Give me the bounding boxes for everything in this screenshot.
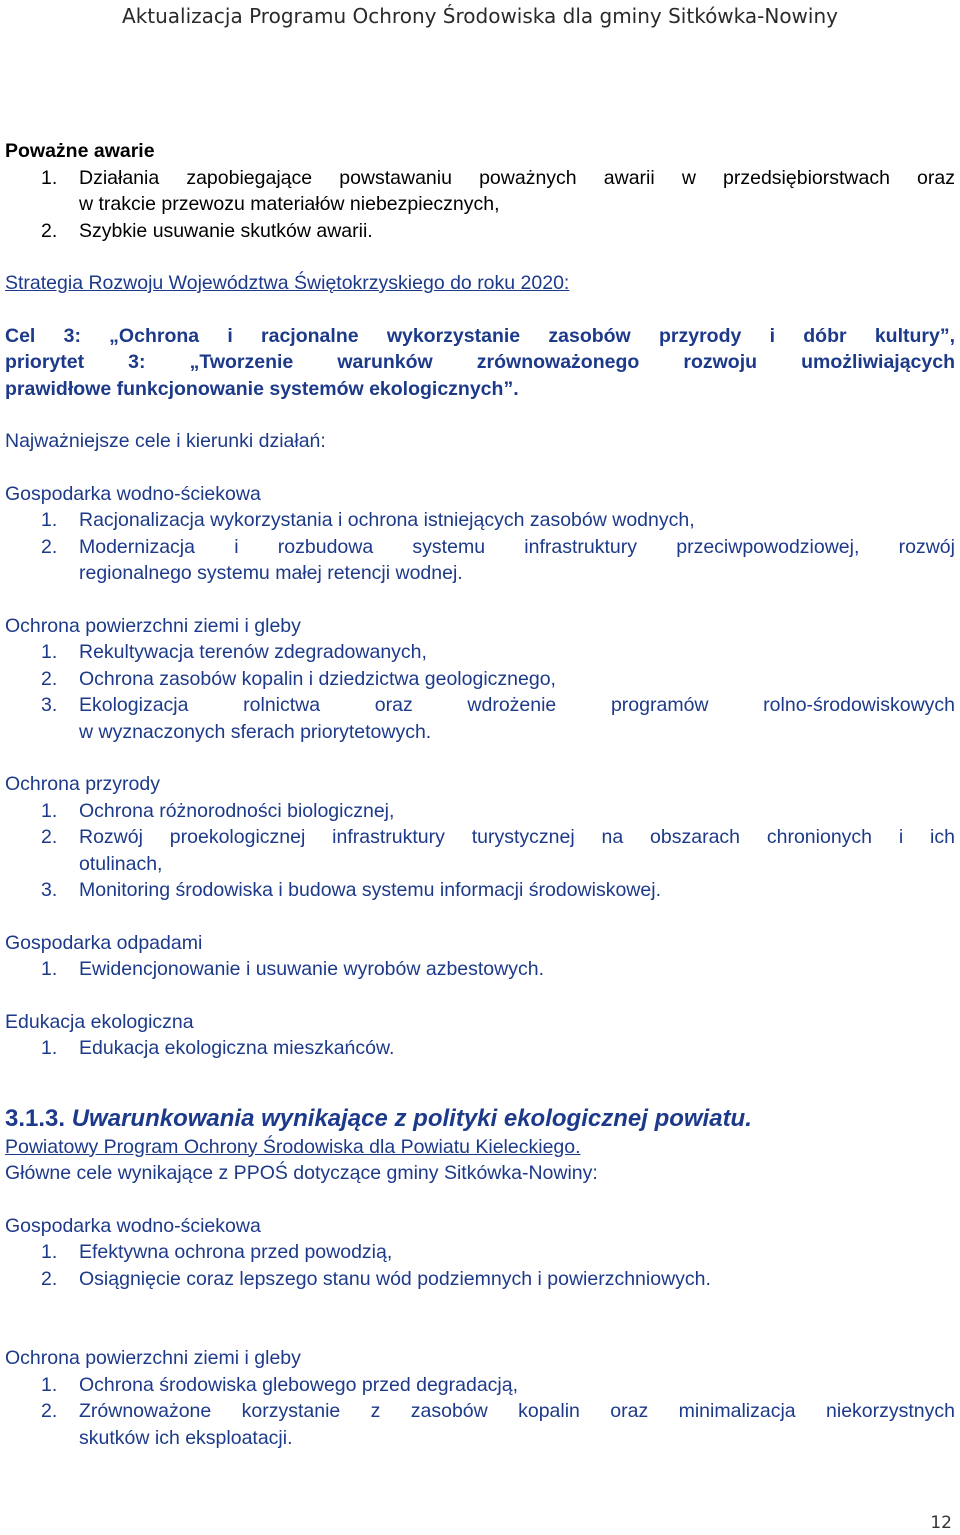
item-number: 3. <box>41 879 58 901</box>
section-title: Uwarunkowania wynikające z polityki ekologicznej powiatu. <box>71 1104 752 1132</box>
list-item <box>5 956 955 983</box>
page-number: 12 <box>930 1513 952 1533</box>
item-number: 2. <box>41 535 58 558</box>
item-text-cont: regionalnego systemu małej retencji wodnej. <box>79 562 463 584</box>
list-ppos-opzg <box>5 1372 955 1452</box>
list-item <box>5 534 955 587</box>
list-item <box>5 824 955 877</box>
section-number: 3.1.3. <box>5 1104 66 1132</box>
list-ppos-gws <box>5 1239 955 1292</box>
cel-line-3: prawidłowe funkcjonowanie systemów ekologicznych”. <box>5 377 519 400</box>
list-item <box>5 798 955 825</box>
list-item <box>5 1398 955 1451</box>
najwazniejsze-cele: Najważniejsze cele i kierunki działań: <box>5 430 326 452</box>
item-number: 1. <box>41 166 58 189</box>
item-number: 1. <box>41 799 58 822</box>
item-number: 2. <box>41 219 58 242</box>
item-number: 1. <box>41 509 58 531</box>
item-number: 1. <box>41 1037 58 1059</box>
page-header: Aktualizacja Programu Ochrony Środowiska dla gminy Sitkówka-Nowiny <box>122 4 838 28</box>
group-heading-gospodarka-wodno-sciekowa: Gospodarka wodno-ściekowa <box>5 482 261 505</box>
item-text: Rozwój proekologicznej infrastruktury turystycznej na obszarach chronionych i ich <box>79 826 955 848</box>
strategia-heading: Strategia Rozwoju Województwa Świętokrzyskiego do roku 2020: <box>5 272 570 294</box>
powiatowy-program-title: Powiatowy Program Ochrony Środowiska dla Powiatu Kieleckiego. <box>5 1135 581 1158</box>
item-number: 1. <box>41 1241 58 1263</box>
ppos-heading-gospodarka-wodno-sciekowa: Gospodarka wodno-ściekowa <box>5 1214 261 1237</box>
item-text: Ochrona zasobów kopalin i dziedzictwa geologicznego, <box>79 667 556 690</box>
document-body <box>5 138 955 1451</box>
item-text: Ochrona różnorodności biologicznej, <box>79 799 395 822</box>
item-number: 2. <box>41 826 58 848</box>
list-item <box>5 1239 955 1266</box>
cel-line-1: Cel 3: „Ochrona i racjonalne wykorzystanie zasobów przyrody i dóbr kultury”, <box>5 324 955 347</box>
item-text-cont: w wyznaczonych sferach priorytetowych. <box>79 720 432 743</box>
group-heading-edukacja-ekologiczna: Edukacja ekologiczna <box>5 1010 194 1033</box>
cel-line-2: priorytet 3: „Tworzenie warunków zrównoważonego rozwoju umożliwiających <box>5 351 955 373</box>
item-text: Monitoring środowiska i budowa systemu informacji środowiskowej. <box>79 879 661 901</box>
list-group-0 <box>5 507 955 587</box>
list-item <box>5 1266 955 1293</box>
ppos-heading-ochrona-powierzchni: Ochrona powierzchni ziemi i gleby <box>5 1347 301 1369</box>
list-item <box>5 639 955 666</box>
item-number: 1. <box>41 958 58 980</box>
item-text: Ekologizacja rolnictwa oraz wdrożenie programów rolno-środowiskowych <box>79 694 955 716</box>
item-text-cont: otulinach, <box>79 852 163 875</box>
item-text: Ewidencjonowanie i usuwanie wyrobów azbestowych. <box>79 958 545 980</box>
list-item <box>5 1372 955 1399</box>
item-text: Działania zapobiegające powstawaniu poważnych awarii w przedsiębiorstwach oraz <box>79 166 955 189</box>
item-text-cont: w trakcie przewozu materiałów niebezpiecznych, <box>79 193 500 215</box>
list-group-2 <box>5 798 955 904</box>
item-number: 2. <box>41 1400 58 1422</box>
list-item <box>5 877 955 904</box>
item-number: 1. <box>41 1373 58 1396</box>
item-text: Racjonalizacja wykorzystania i ochrona istniejących zasobów wodnych, <box>79 509 695 531</box>
list-item <box>5 1035 955 1062</box>
item-text: Szybkie usuwanie skutków awarii. <box>79 219 373 242</box>
item-number: 2. <box>41 667 58 690</box>
item-text: Edukacja ekologiczna mieszkańców. <box>79 1037 395 1059</box>
item-text: Ochrona środowiska glebowego przed degradacją, <box>79 1373 519 1396</box>
heading-powazne-awarie: Poważne awarie <box>5 140 155 162</box>
list-group-3 <box>5 956 955 983</box>
item-text: Modernizacja i rozbudowa systemu infrastruktury przeciwpowodziowej, rozwój <box>79 535 955 558</box>
item-text: Osiągnięcie coraz lepszego stanu wód podziemnych i powierzchniowych. <box>79 1267 711 1290</box>
list-item <box>5 666 955 693</box>
item-number: 3. <box>41 694 58 716</box>
item-text: Efektywna ochrona przed powodzią, <box>79 1241 393 1263</box>
group-heading-ochrona-przyrody: Ochrona przyrody <box>5 773 160 795</box>
group-heading-gospodarka-odpadami: Gospodarka odpadami <box>5 931 203 954</box>
list-item <box>5 507 955 534</box>
list-item <box>5 165 955 218</box>
list-group-1 <box>5 639 955 745</box>
item-number: 1. <box>41 641 58 663</box>
list-item <box>5 692 955 745</box>
list-awarie <box>5 165 955 245</box>
section-heading-3-1-3 <box>5 1104 955 1134</box>
item-text-cont: skutków ich eksploatacji. <box>79 1426 293 1449</box>
list-item <box>5 218 955 245</box>
group-heading-ochrona-powierzchni: Ochrona powierzchni ziemi i gleby <box>5 614 301 637</box>
item-text: Zrównoważone korzystanie z zasobów kopalin oraz minimalizacja niekorzystnych <box>79 1400 955 1422</box>
item-number: 2. <box>41 1267 58 1290</box>
item-text: Rekultywacja terenów zdegradowanych, <box>79 641 427 663</box>
ppos-intro: Główne cele wynikające z PPOŚ dotyczące gminy Sitkówka-Nowiny: <box>5 1162 598 1184</box>
list-group-4 <box>5 1035 955 1062</box>
